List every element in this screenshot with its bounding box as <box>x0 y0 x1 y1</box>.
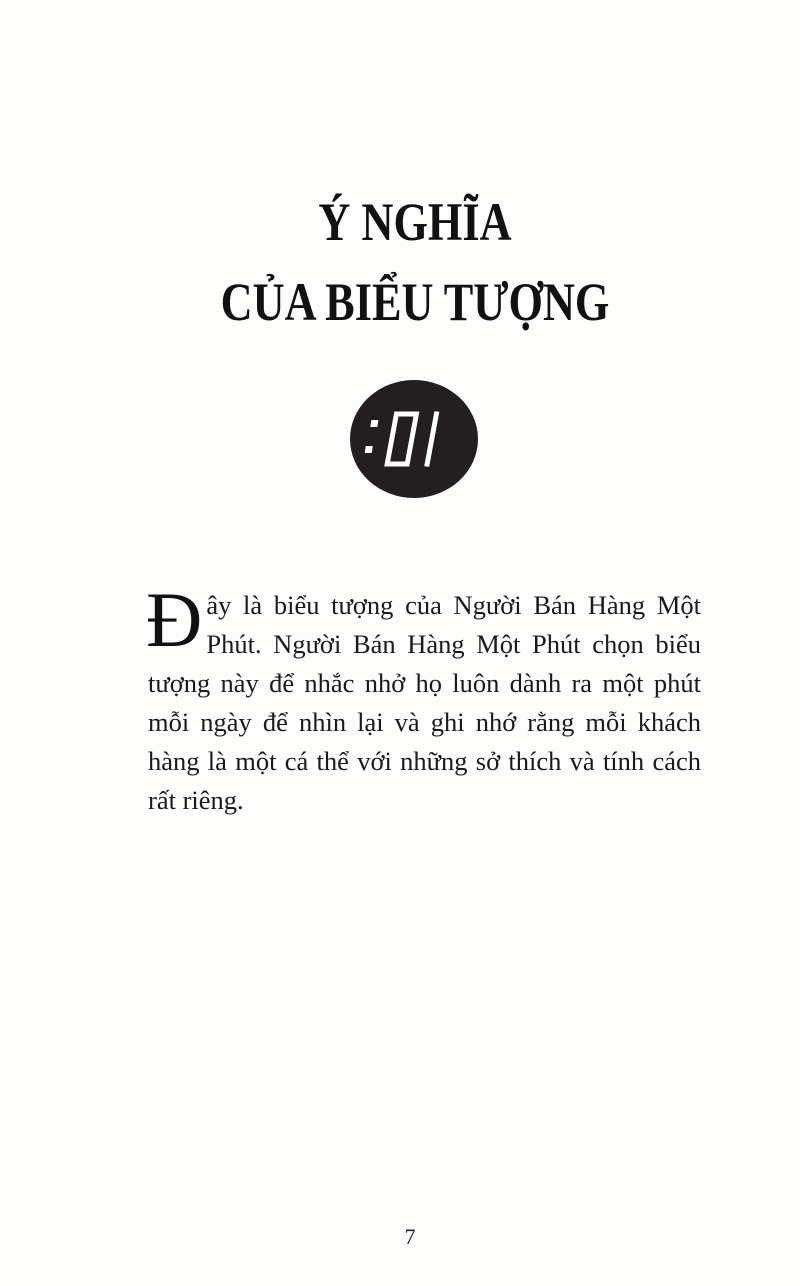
drop-cap: Đ <box>146 576 203 663</box>
chapter-title <box>75 182 756 342</box>
clock-01-symbol-icon <box>350 380 478 498</box>
body-text: ây là biểu tượng của Người Bán Hàng Một Phút. Người Bán Hàng Một Phút chọn biểu tượng này để nhắc nhở họ luôn dành ra một phút mỗi ngày để nhìn lại và ghi nhớ rằng mỗi khách hàng là một cá thể với những sở thích và tính cách rất riêng. <box>148 590 701 815</box>
chapter-title-line-1: Ý NGHĨA <box>318 192 512 252</box>
page-number: 7 <box>404 1224 416 1249</box>
body-paragraph <box>146 576 701 820</box>
chapter-title-line-2: CỦA BIỂU TƯỢNG <box>220 272 610 332</box>
